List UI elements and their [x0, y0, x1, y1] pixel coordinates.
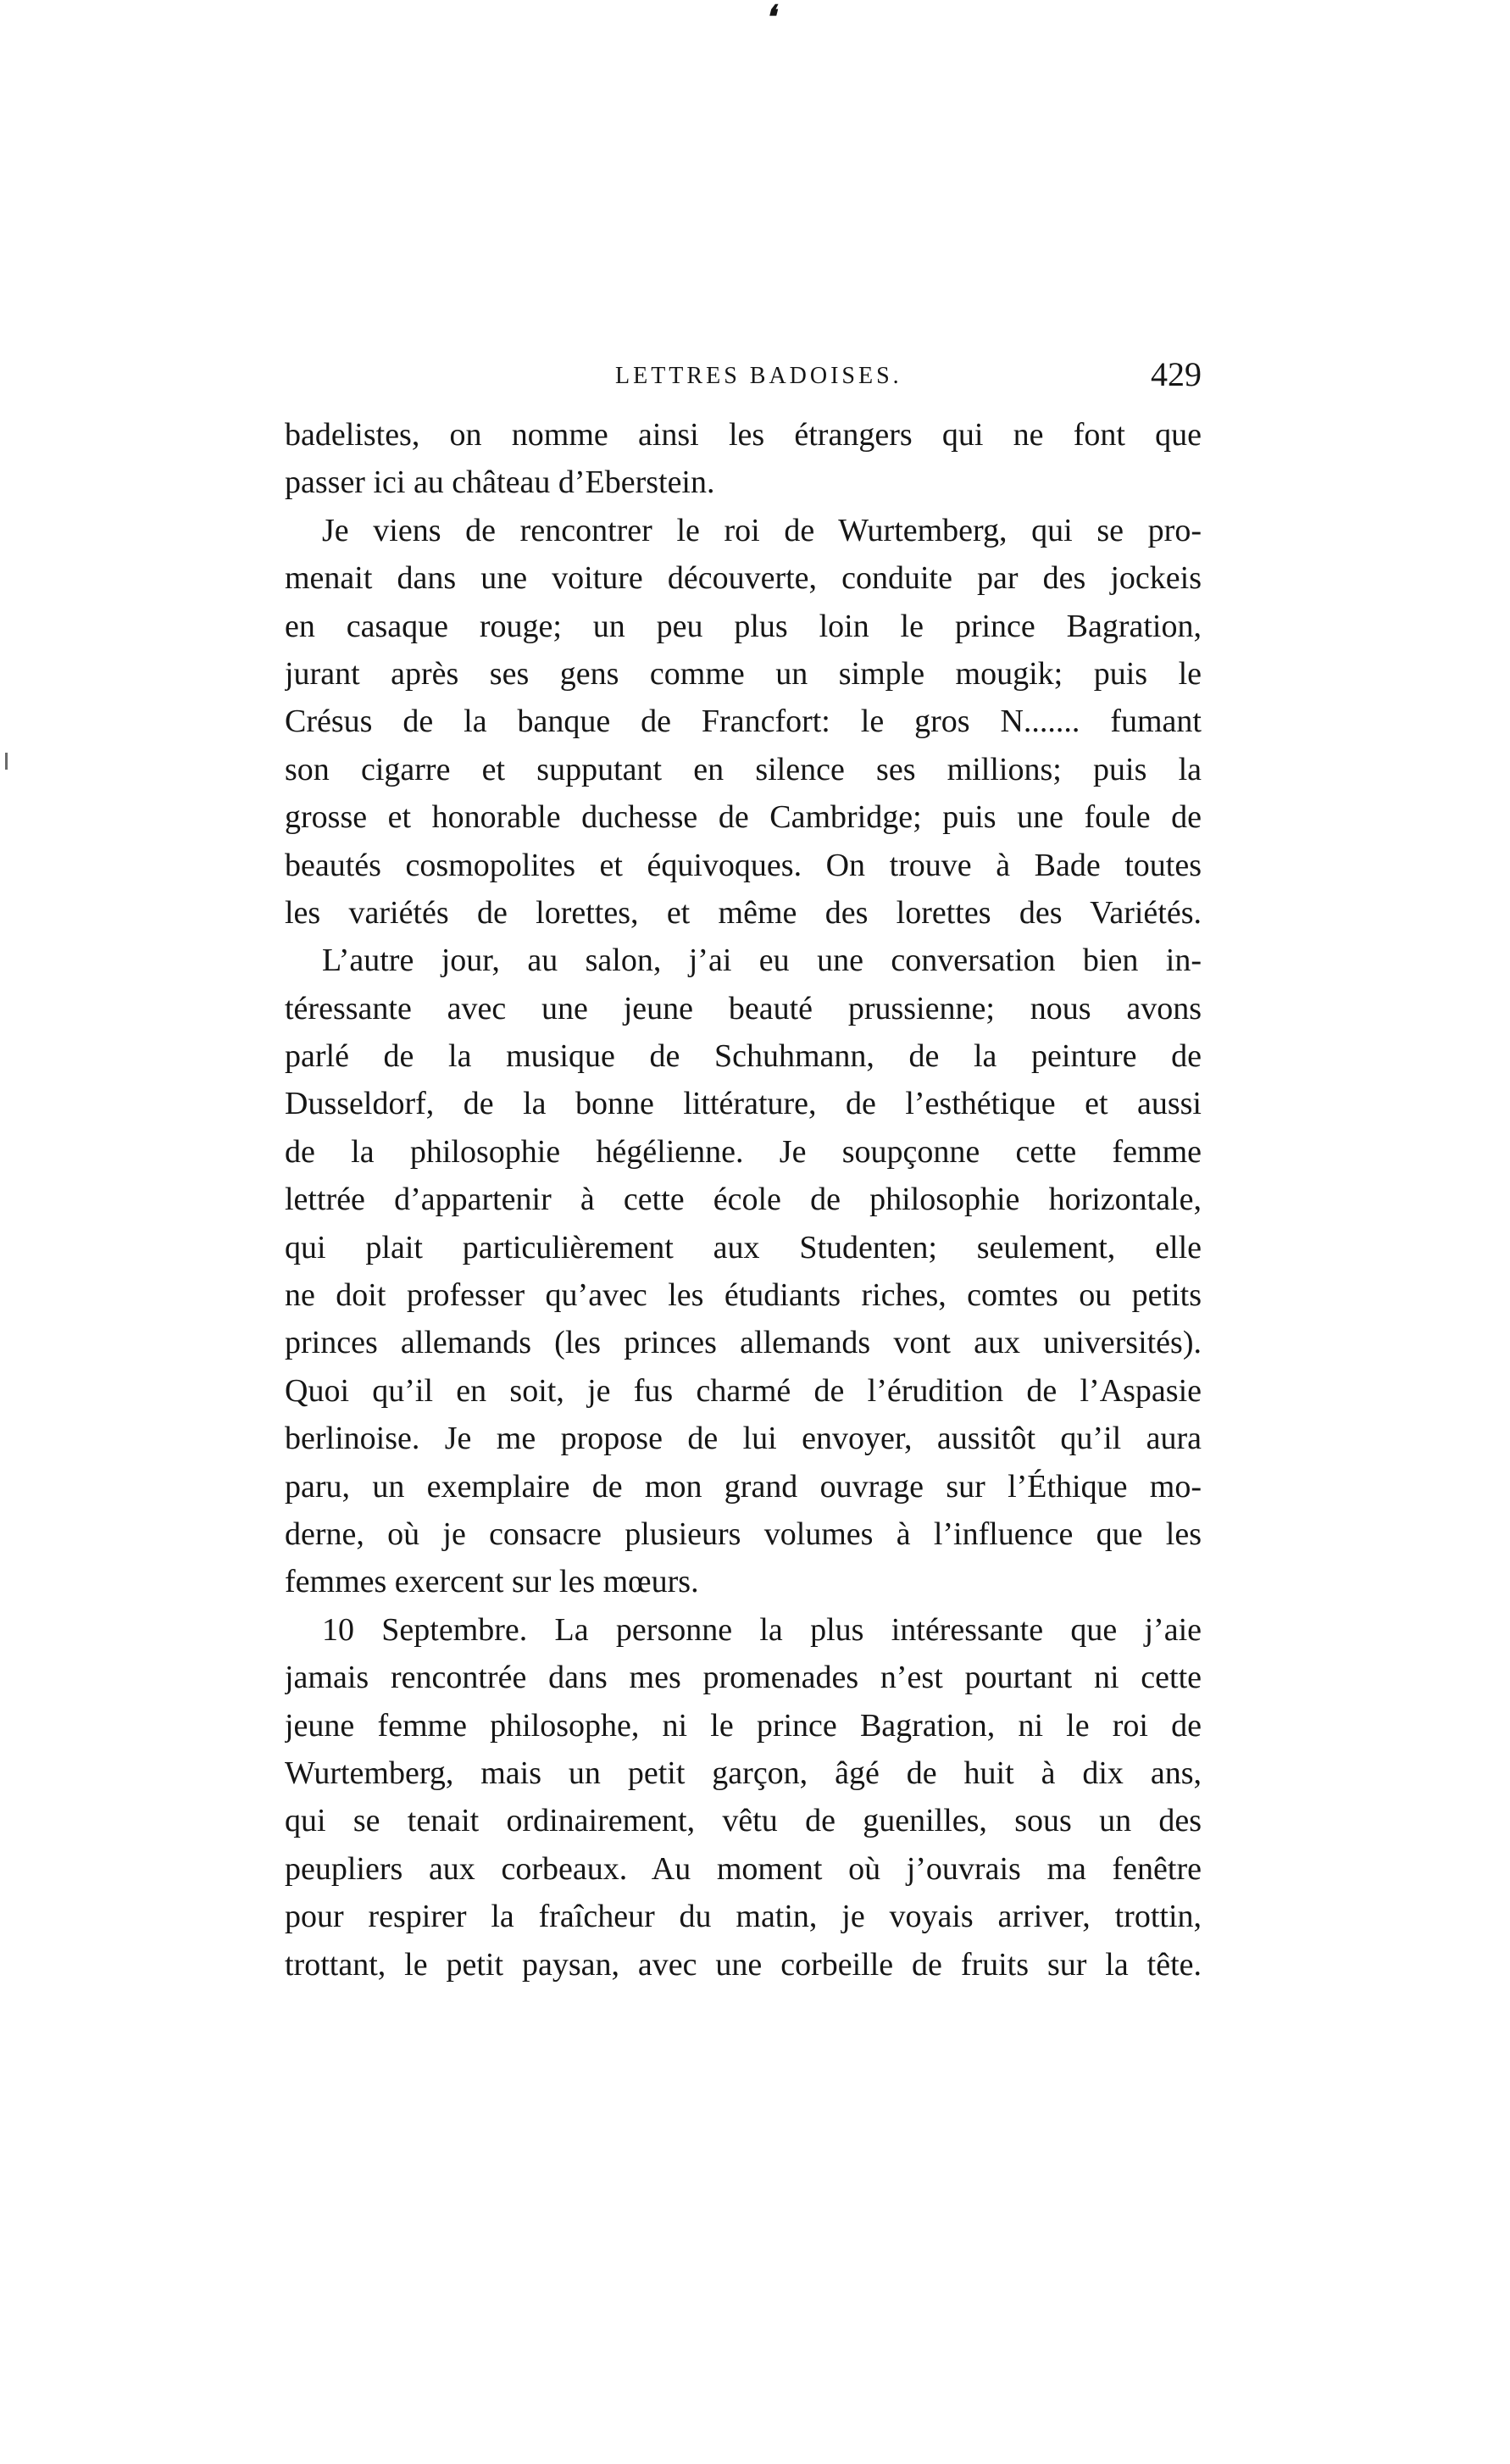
margin-tick	[5, 753, 8, 770]
text-line: qui se tenait ordinairement, vêtu de guenilles, sous un des	[285, 1803, 1202, 1839]
text-line: beautés cosmopolites et équivoques. On trouve à Bade toutes	[285, 847, 1202, 883]
body-text	[285, 411, 1202, 1988]
text-line: de la philosophie hégélienne. Je soupçonne cette femme	[285, 1133, 1202, 1170]
text-line: peupliers aux corbeaux. Au moment où j’ouvrais ma fenêtre	[285, 1850, 1202, 1887]
text-line: berlinoise. Je me propose de lui envoyer, aussitôt qu’il aura	[285, 1421, 1202, 1457]
text-line: jamais rencontrée dans mes promenades n’est pourtant ni cette	[285, 1660, 1202, 1696]
text-line: menait dans une voiture découverte, conduite par des jockeis	[285, 560, 1202, 597]
text-line: son cigarre et supputant en silence ses millions; puis la	[285, 751, 1202, 787]
text-line: les variétés de lorettes, et même des lorettes des Variétés.	[285, 894, 1202, 931]
paragraph-start-line: L’autre jour, au salon, j’ai eu une conversation bien in-	[322, 943, 1202, 979]
text-line: jurant après ses gens comme un simple mougik; puis le	[285, 655, 1202, 692]
text-line: trottant, le petit paysan, avec une corbeille de fruits sur la tête.	[285, 1946, 1202, 1983]
text-line: Crésus de la banque de Francfort: le gros N....... fumant	[285, 704, 1202, 740]
text-line: grosse et honorable duchesse de Cambridge; puis une foule de	[285, 799, 1202, 836]
ink-mark: ❛	[764, 0, 775, 36]
text-line: badelistes, on nomme ainsi les étrangers qui ne font que	[285, 417, 1202, 453]
paragraph-start-line: 10 Septembre. La personne la plus intéressante que j’aie	[322, 1611, 1202, 1648]
text-line: en casaque rouge; un peu plus loin le prince Bagration,	[285, 608, 1202, 644]
text-line: Quoi qu’il en soit, je fus charmé de l’érudition de l’Aspasie	[285, 1372, 1202, 1409]
page-number: 429	[1151, 355, 1202, 393]
page-header	[285, 354, 1202, 405]
text-line: qui plait particulièrement aux Studenten; seulement, elle	[285, 1229, 1202, 1265]
text-line: passer ici au château d’Eberstein.	[285, 464, 715, 501]
text-line: derne, où je consacre plusieurs volumes à l’influence que les	[285, 1516, 1202, 1552]
text-line: Dusseldorf, de la bonne littérature, de l’esthétique et aussi	[285, 1086, 1202, 1122]
text-line: femmes exercent sur les mœurs.	[285, 1564, 699, 1600]
text-line: jeune femme philosophe, ni le prince Bagration, ni le roi de	[285, 1707, 1202, 1744]
text-line: lettrée d’appartenir à cette école de philosophie horizontale,	[285, 1182, 1202, 1218]
paragraph-start-line: Je viens de rencontrer le roi de Wurtemberg, qui se pro-	[322, 512, 1202, 548]
text-line: parlé de la musique de Schuhmann, de la peinture de	[285, 1038, 1202, 1075]
running-title: LETTRES BADOISES.	[615, 363, 902, 389]
text-line: téressante avec une jeune beauté prussienne; nous avons	[285, 990, 1202, 1026]
text-line: Wurtemberg, mais un petit garçon, âgé de huit à dix ans,	[285, 1755, 1202, 1791]
text-line: paru, un exemplaire de mon grand ouvrage sur l’Éthique mo-	[285, 1468, 1202, 1505]
text-line: princes allemands (les princes allemands vont aux universités).	[285, 1325, 1202, 1361]
text-line: pour respirer la fraîcheur du matin, je voyais arriver, trottin,	[285, 1899, 1202, 1935]
text-line: ne doit professer qu’avec les étudiants riches, comtes ou petits	[285, 1277, 1202, 1314]
